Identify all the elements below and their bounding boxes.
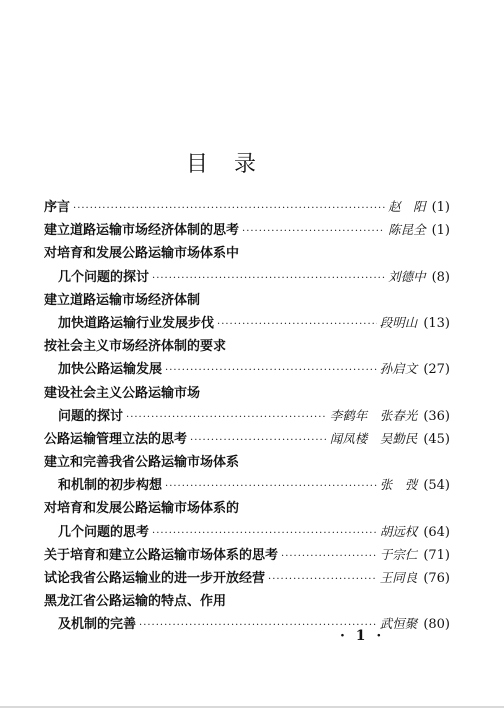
toc-leader-dots [190, 435, 327, 446]
toc-entry [44, 567, 450, 590]
toc-entry-page: (1) [431, 200, 450, 215]
toc-entry-title: 试论我省公路运输业的进一步开放经营 [44, 571, 266, 586]
toc-entry-title: 加快公路运输发展 [58, 362, 163, 378]
toc-entry-page: (76) [423, 571, 450, 586]
toc-entry [44, 312, 450, 335]
toc-entry [44, 358, 450, 381]
toc-leader-dots [152, 528, 377, 539]
toc-leader-dots [165, 365, 377, 376]
toc-entry [44, 335, 450, 358]
toc-leader-dots [165, 481, 377, 492]
toc-entry-title: 加快道路运输行业发展步伐 [58, 315, 215, 331]
toc-entry-author: 李鹤年 张春光 [329, 407, 418, 423]
toc-entry-title: 关于培育和建立公路运输市场体系的思考 [44, 547, 279, 563]
toc-entry-page: (71) [423, 547, 450, 563]
toc-entry-author: 段明山 [379, 314, 418, 330]
toc-leader-dots [242, 226, 385, 237]
toc-entry-page: (36) [423, 408, 450, 424]
toc-entry-title: 和机制的初步构想 [58, 478, 163, 494]
toc-entry-title: 按社会主义市场经济体制的要求 [44, 339, 227, 355]
toc-entry-title: 序言 [44, 200, 71, 215]
toc-leader-dots [152, 273, 385, 284]
toc-entry [44, 474, 450, 497]
toc-entry [44, 219, 450, 242]
toc-leader-dots [217, 319, 377, 330]
toc-entry [44, 405, 450, 428]
toc-entry [44, 382, 450, 405]
page-number: · 1 · [340, 628, 385, 644]
toc-entry-title: 对培育和发展公路运输市场体系的 [44, 501, 240, 517]
toc-entry-author: 王同良 [379, 570, 418, 585]
toc-entry [44, 544, 450, 567]
toc-entry-author: 武恒聚 [379, 616, 418, 632]
toc-entry-author: 闻凤楼 吴勤民 [329, 430, 418, 446]
toc-entry [44, 613, 450, 636]
toc-entry-page: (1) [431, 223, 450, 239]
toc-entry-page: (80) [423, 617, 450, 633]
table-of-contents [44, 196, 450, 637]
toc-entry-title: 建立道路运输市场经济体制 [44, 292, 201, 308]
toc-entry-title: 黑龙江省公路运输的特点、作用 [44, 594, 227, 610]
toc-entry-author: 于宗仁 [379, 546, 418, 562]
toc-leader-dots [281, 551, 377, 562]
toc-entry [44, 451, 450, 474]
toc-entry-author: 孙启文 [379, 361, 418, 377]
toc-entry-page: (8) [431, 269, 450, 285]
toc-entry [44, 289, 450, 312]
toc-entry-author: 赵 阳 [388, 199, 426, 214]
toc-leader-dots [268, 574, 377, 585]
toc-leader-dots [73, 203, 385, 214]
toc-entry-title: 几个问题的探讨 [58, 269, 150, 285]
toc-entry-title: 公路运输管理立法的思考 [44, 431, 188, 447]
toc-entry-title: 对培育和发展公路运输市场体系中 [44, 246, 240, 262]
toc-entry-title: 建设社会主义公路运输市场 [44, 385, 201, 401]
toc-entry-page: (13) [423, 315, 450, 331]
toc-entry-title: 建立和完善我省公路运输市场体系 [44, 455, 240, 471]
toc-entry-page: (27) [423, 362, 450, 378]
toc-entry-author: 刘德中 [388, 268, 426, 284]
toc-entry-title: 及机制的完善 [58, 617, 137, 633]
scan-edge-divider [0, 706, 504, 708]
toc-leader-dots [126, 412, 327, 423]
toc-entry-title: 建立道路运输市场经济体制的思考 [44, 223, 240, 239]
toc-entry-title: 几个问题的思考 [58, 524, 150, 540]
toc-entry [44, 428, 450, 451]
toc-entry [44, 521, 450, 544]
toc-entry-page: (45) [423, 431, 450, 447]
toc-entry-author: 张 弢 [379, 477, 418, 493]
toc-entry [44, 590, 450, 613]
toc-entry-page: (54) [423, 478, 450, 494]
toc-entry [44, 266, 450, 289]
page-title: 目录 [186, 152, 283, 177]
toc-entry-page: (64) [423, 524, 450, 540]
toc-entry-title: 问题的探讨 [58, 408, 124, 424]
toc-entry-author: 陈昆全 [388, 222, 426, 238]
toc-entry [44, 196, 450, 219]
toc-entry [44, 242, 450, 265]
toc-entry [44, 497, 450, 520]
toc-entry-author: 胡远权 [379, 523, 418, 539]
